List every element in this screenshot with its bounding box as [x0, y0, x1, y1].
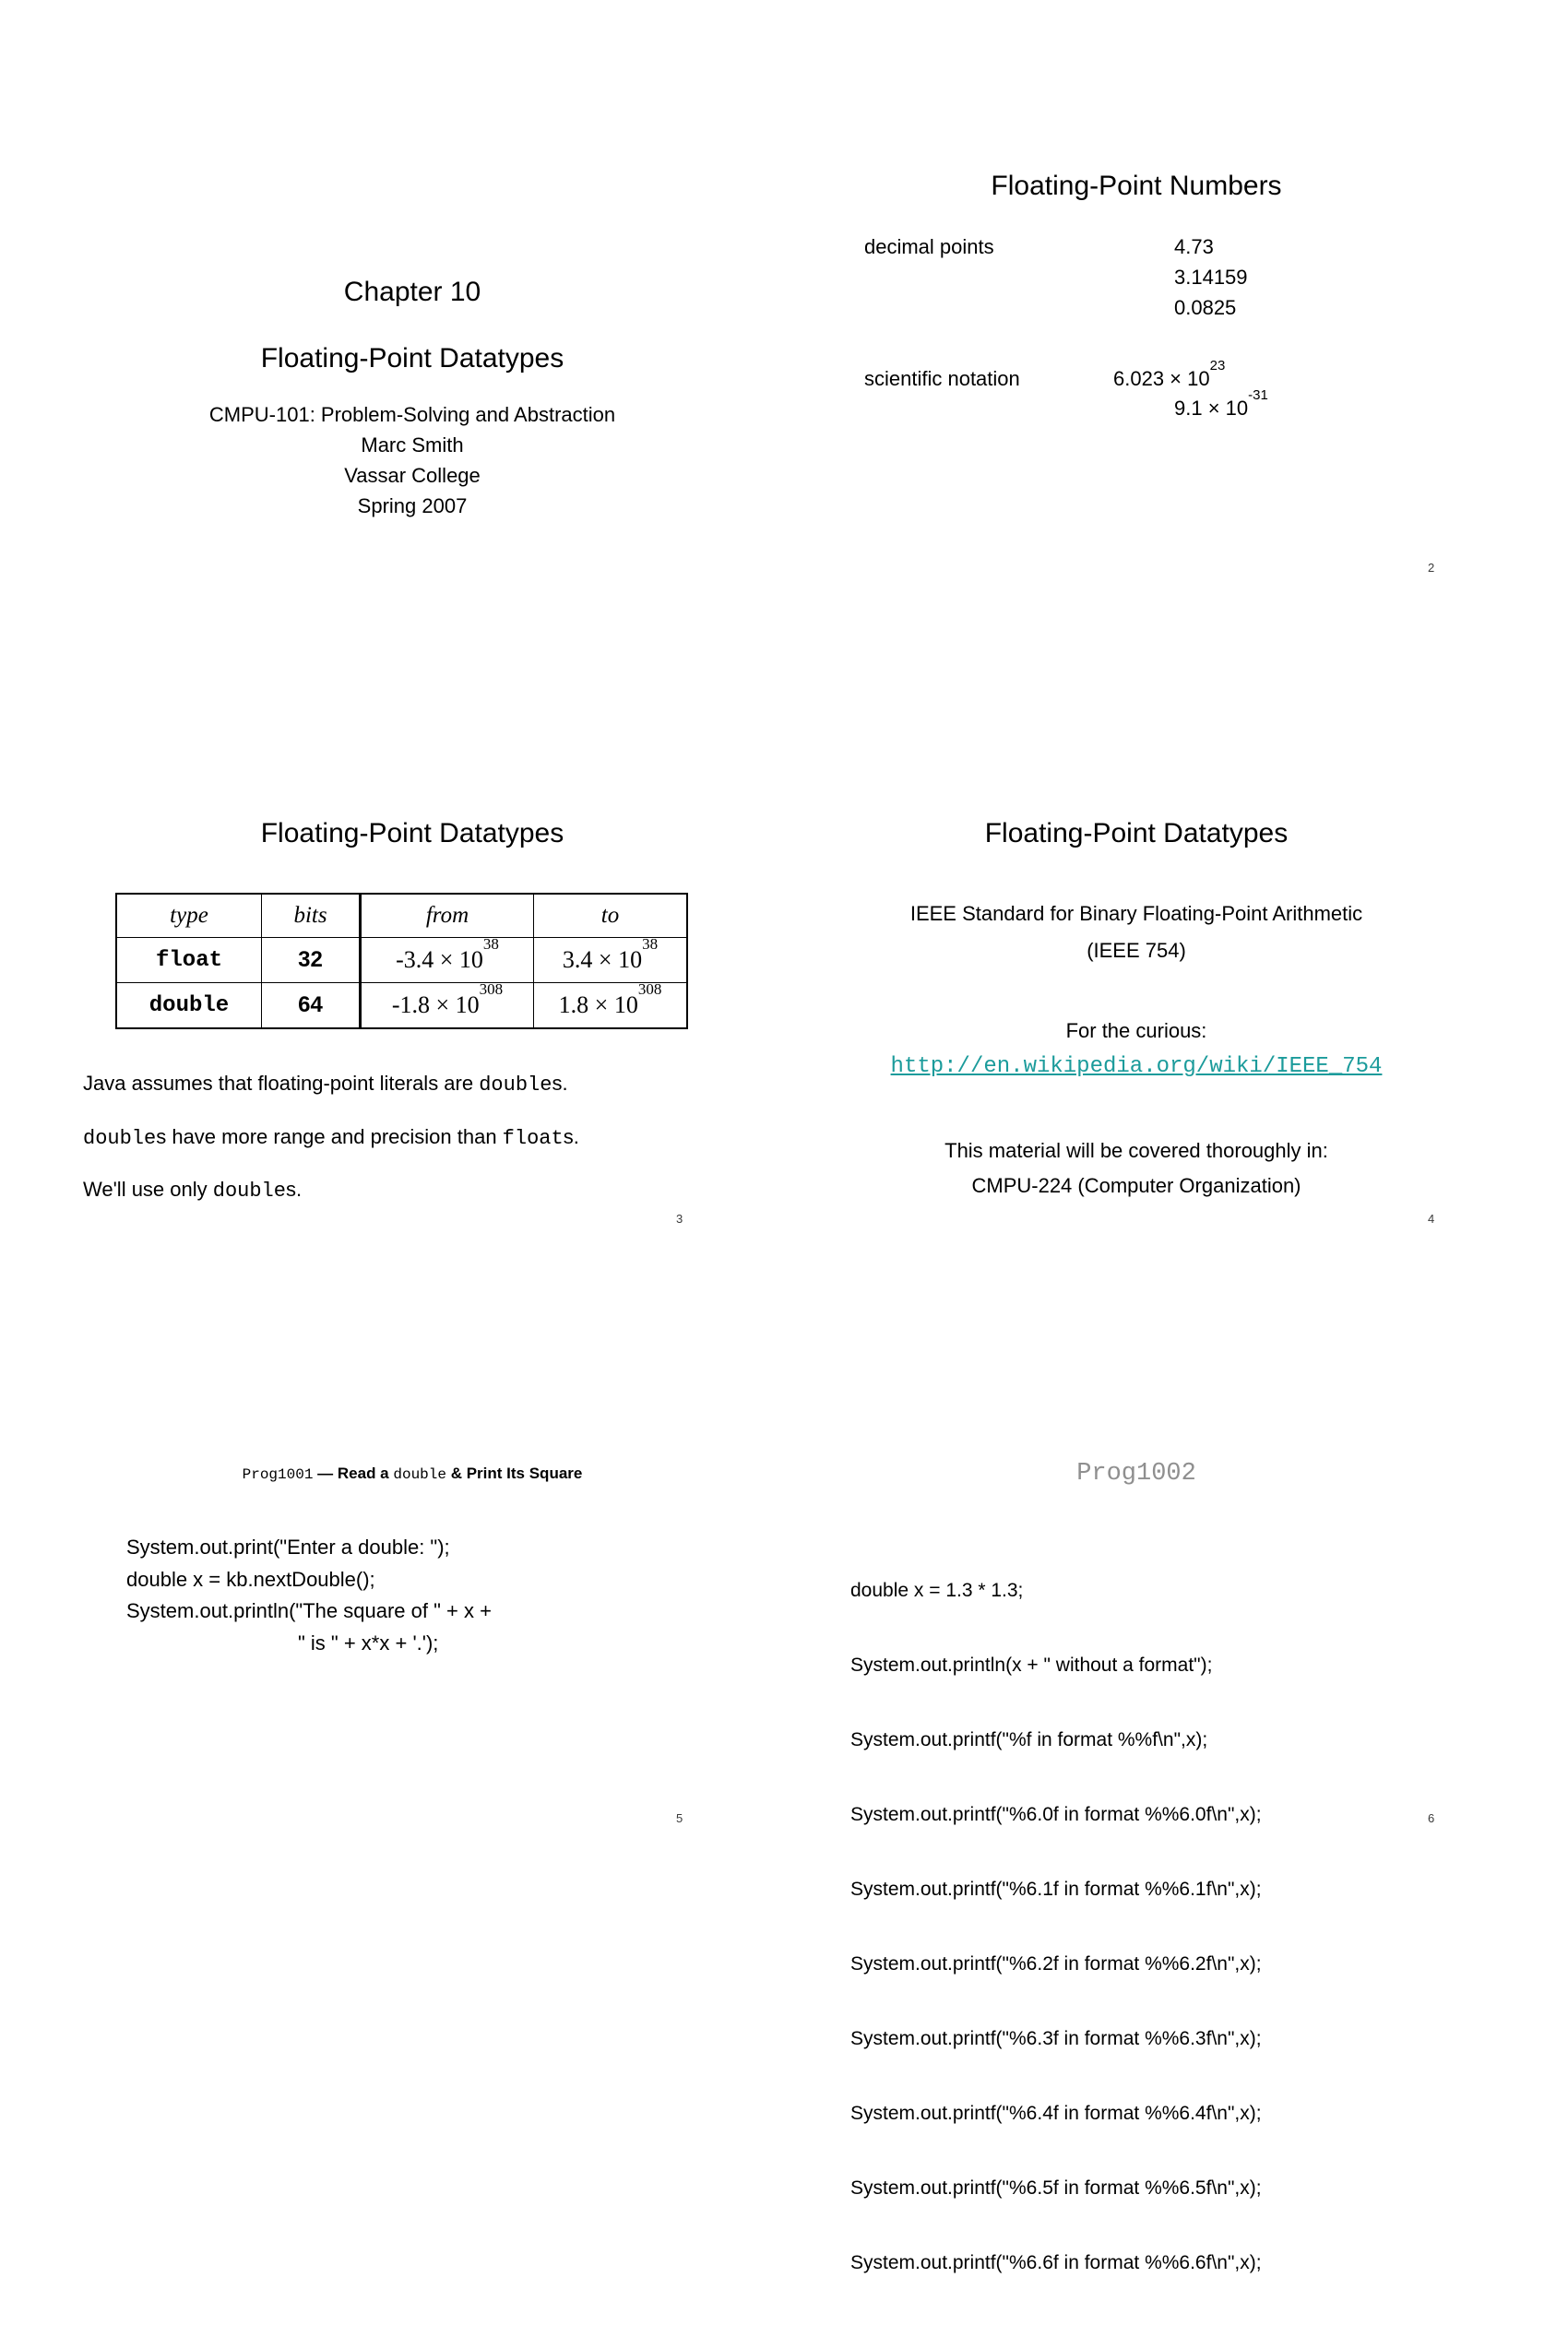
cell-from — [361, 980, 534, 1029]
slide-ieee — [807, 812, 1466, 1236]
heading-text: Read a — [337, 1465, 394, 1482]
ieee-standard-line: IEEE Standard for Binary Floating-Point Arithmetic — [909, 902, 1363, 925]
range-base: 3.4 × 10 — [562, 946, 643, 973]
inline-code: double — [83, 1127, 157, 1150]
table-row — [116, 983, 687, 1029]
range-exponent: 38 — [482, 935, 499, 954]
table-header-row — [116, 894, 687, 938]
code-block — [850, 1528, 1262, 2325]
prog1001-heading — [83, 1465, 742, 1483]
slide-prog1002 — [807, 1453, 1466, 2273]
slide-prog1001 — [83, 1457, 742, 1835]
scientific-base: 9.1 × 10 — [1174, 397, 1249, 420]
cell-type: float — [116, 938, 262, 983]
note-text: We'll use only — [83, 1178, 213, 1201]
col-header-type: type — [116, 894, 262, 938]
scientific-base: 6.023 × 10 — [1113, 367, 1210, 390]
range-base: 1.8 × 10 — [558, 991, 638, 1018]
term-label: Spring 2007 — [357, 494, 468, 517]
cell-bits: 32 — [262, 938, 361, 983]
code-line: System.out.printf("%6.0f in format %%6.0f\n",x); — [850, 1804, 1262, 1825]
slide-floating-point-numbers — [807, 157, 1466, 590]
scientific-value — [1113, 357, 1226, 391]
col-header-bits: bits — [262, 894, 361, 938]
course-name: CMPU-101: Problem-Solving and Abstraction — [208, 403, 616, 426]
note-text: s. — [563, 1125, 579, 1148]
note-range — [83, 1125, 579, 1151]
range-base: -1.8 × 10 — [391, 991, 480, 1018]
cell-type: double — [116, 983, 262, 1029]
note-text: s. — [285, 1178, 303, 1201]
code-line: " is " + x*x + '.'); — [298, 1631, 439, 1655]
dash: — — [313, 1465, 338, 1482]
page-number: 6 — [1428, 1811, 1435, 1825]
page-number: 3 — [676, 1212, 683, 1226]
code-line: System.out.println("The square of " + x + — [126, 1599, 492, 1622]
covered-line: This material will be covered thoroughly in: — [944, 1139, 1328, 1162]
note-use — [83, 1178, 302, 1204]
code-line: System.out.printf("%f in format %%f\n",x); — [850, 1729, 1208, 1750]
col-header-from: from — [361, 894, 534, 938]
heading-text: & Print Its Square — [445, 1465, 583, 1482]
table-row — [116, 938, 687, 983]
slide-heading: Floating-Point Datatypes — [984, 818, 1289, 848]
institution-name: Vassar College — [344, 464, 481, 487]
scientific-exponent: -31 — [1248, 386, 1268, 403]
cell-to — [534, 935, 688, 983]
slide-title — [83, 267, 742, 581]
range-exponent: 308 — [479, 980, 504, 999]
note-text: s. — [552, 1072, 568, 1095]
chapter-heading: Chapter 10 — [343, 277, 481, 307]
inline-code: Prog1001 — [242, 1466, 314, 1483]
decimal-value: 3.14159 — [1174, 266, 1248, 289]
page-number: 4 — [1428, 1212, 1435, 1226]
for-the-curious-label: For the curious: — [1065, 1019, 1207, 1042]
inline-code: double — [393, 1466, 446, 1483]
code-line: System.out.printf("%6.2f in format %%6.2f\n",x); — [850, 1953, 1262, 1975]
scientific-exponent: 23 — [1209, 357, 1226, 374]
cell-bits: 64 — [262, 983, 361, 1029]
slide-title-text: Floating-Point Datatypes — [260, 343, 564, 374]
code-line: System.out.println(x + " without a format"); — [850, 1655, 1213, 1676]
code-line: System.out.printf("%6.4f in format %%6.4f\n",x); — [850, 2103, 1262, 2124]
inline-code: double — [479, 1074, 552, 1097]
slide-datatypes-table — [83, 812, 742, 1236]
range-exponent: 38 — [642, 935, 659, 954]
code-line: double x = 1.3 * 1.3; — [850, 1580, 1024, 1601]
datatypes-table — [115, 893, 688, 1029]
code-line: double x = kb.nextDouble(); — [126, 1568, 375, 1591]
cell-to — [534, 980, 688, 1029]
code-line: System.out.printf("%6.3f in format %%6.3f\n",x); — [850, 2028, 1262, 2049]
prog1002-heading: Prog1002 — [1076, 1460, 1196, 1488]
ieee-754-label: (IEEE 754) — [1087, 939, 1186, 962]
range-exponent: 308 — [637, 980, 662, 999]
page-number: 5 — [676, 1811, 683, 1825]
range-base: -3.4 × 10 — [396, 946, 483, 973]
inline-code: float — [502, 1127, 564, 1150]
page-number: 2 — [1428, 561, 1435, 575]
scientific-value — [1174, 386, 1268, 421]
cell-from — [361, 935, 534, 983]
col-header-to: to — [534, 894, 688, 938]
code-line: System.out.printf("%6.6f in format %%6.6f\n",x); — [850, 2252, 1262, 2273]
code-line: System.out.print("Enter a double: "); — [126, 1536, 450, 1559]
scientific-notation-label: scientific notation — [864, 367, 1020, 390]
decimal-value: 4.73 — [1174, 235, 1214, 258]
code-line: System.out.printf("%6.5f in format %%6.5f\n",x); — [850, 2177, 1262, 2199]
slide-heading: Floating-Point Numbers — [991, 171, 1282, 201]
note-text: s have more range and precision than — [156, 1125, 503, 1148]
note-text: Java assumes that floating-point literals are — [83, 1072, 480, 1095]
wikipedia-link[interactable]: http://en.wikipedia.org/wiki/IEEE_754 — [890, 1054, 1383, 1079]
decimal-points-label: decimal points — [864, 235, 994, 258]
inline-code: double — [212, 1180, 286, 1203]
decimal-value: 0.0825 — [1174, 296, 1237, 319]
author-name: Marc Smith — [361, 433, 464, 457]
slide-heading: Floating-Point Datatypes — [260, 818, 564, 848]
cmpu224-line: CMPU-224 (Computer Organization) — [971, 1174, 1301, 1197]
note-literals — [83, 1072, 568, 1097]
code-line: System.out.printf("%6.1f in format %%6.1f\n",x); — [850, 1879, 1262, 1900]
